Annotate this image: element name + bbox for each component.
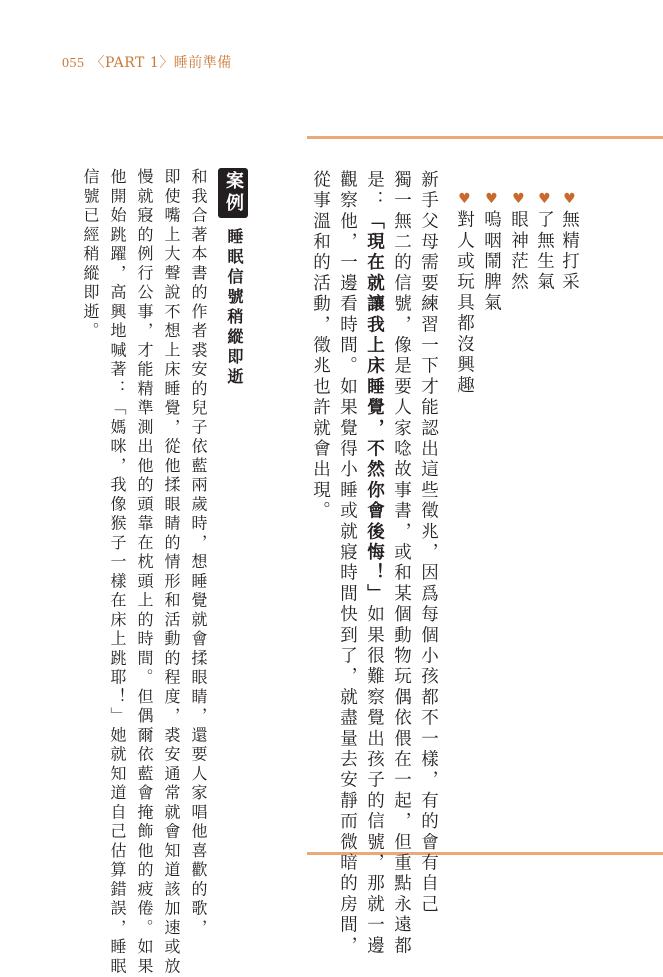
sign-item: ♥嗚咽鬧脾氣 [481,191,502,314]
top-divider [307,136,663,139]
case-line: 即使嘴上大聲說不想上床睡覺，從他揉眼睛的情形和活動的程度，裘安通常就會知道該加速或放 [162,168,181,977]
sign-item: ♥對人或玩具都沒興趣 [454,191,475,397]
running-header [62,52,232,72]
case-line: 信號已經稍縱即逝。 [81,168,100,342]
paragraph-line: 獨一無二的信號，像是要人家唸故事書，或和某個動物玩偶依偎在一起，但重點永遠都 [391,170,412,957]
case-line: 和我合著本書的作者裘安的兒子依藍兩歲時，想睡覺就會揉眼睛，還要人家唱他喜歡的歌， [189,168,208,938]
sign-item: ♥眼神茫然 [508,191,529,294]
heart-bullet-icon: ♥ [510,191,527,211]
section-title: 〈PART 1〉睡前準備 [90,55,232,71]
bottom-divider [307,852,663,855]
case-line: 慢就寢的例行公事，才能精準測出他的頭靠在枕頭上的時間。但偶爾依藍會掩飾他的疲倦。如果 [135,168,154,977]
heart-bullet-icon: ♥ [483,191,500,211]
sign-item: ♥無精打采 [559,191,580,294]
paragraph-line: 從事溫和的活動，徵兆也許就會出現。 [310,170,331,522]
case-line: 他開始跳躍，高興地喊著：「媽咪，我像猴子一樣在床上跳耶！」她就知道自己估算錯誤，睡眠 [108,168,127,977]
heart-bullet-icon: ♥ [561,191,578,211]
page-number: 055 [62,56,85,71]
paragraph-line: 新手父母需要練習一下才能認出這些徵兆，因爲每個小孩都不一樣，有的會有自己 [418,170,439,916]
sign-item: ♥了無生氣 [534,191,555,294]
case-title: 睡眠信號稍縱即逝 [225,228,244,388]
heart-bullet-icon: ♥ [536,191,553,211]
paragraph-line: 是：「現在就讓我上床睡覺，不然你會後悔！」如果很難察覺出孩子的信號，那就一邊 [364,170,385,957]
emphasis-quote: 「現在就讓我上床睡覺，不然你會後悔！」 [364,211,385,605]
case-badge: 案例 [218,168,248,218]
paragraph-line: 觀察他，一邊看時間。如果覺得小睡或就寢時間快到了，就盡量去安靜而微暗的房間， [337,170,358,957]
heart-bullet-icon: ♥ [456,191,473,211]
